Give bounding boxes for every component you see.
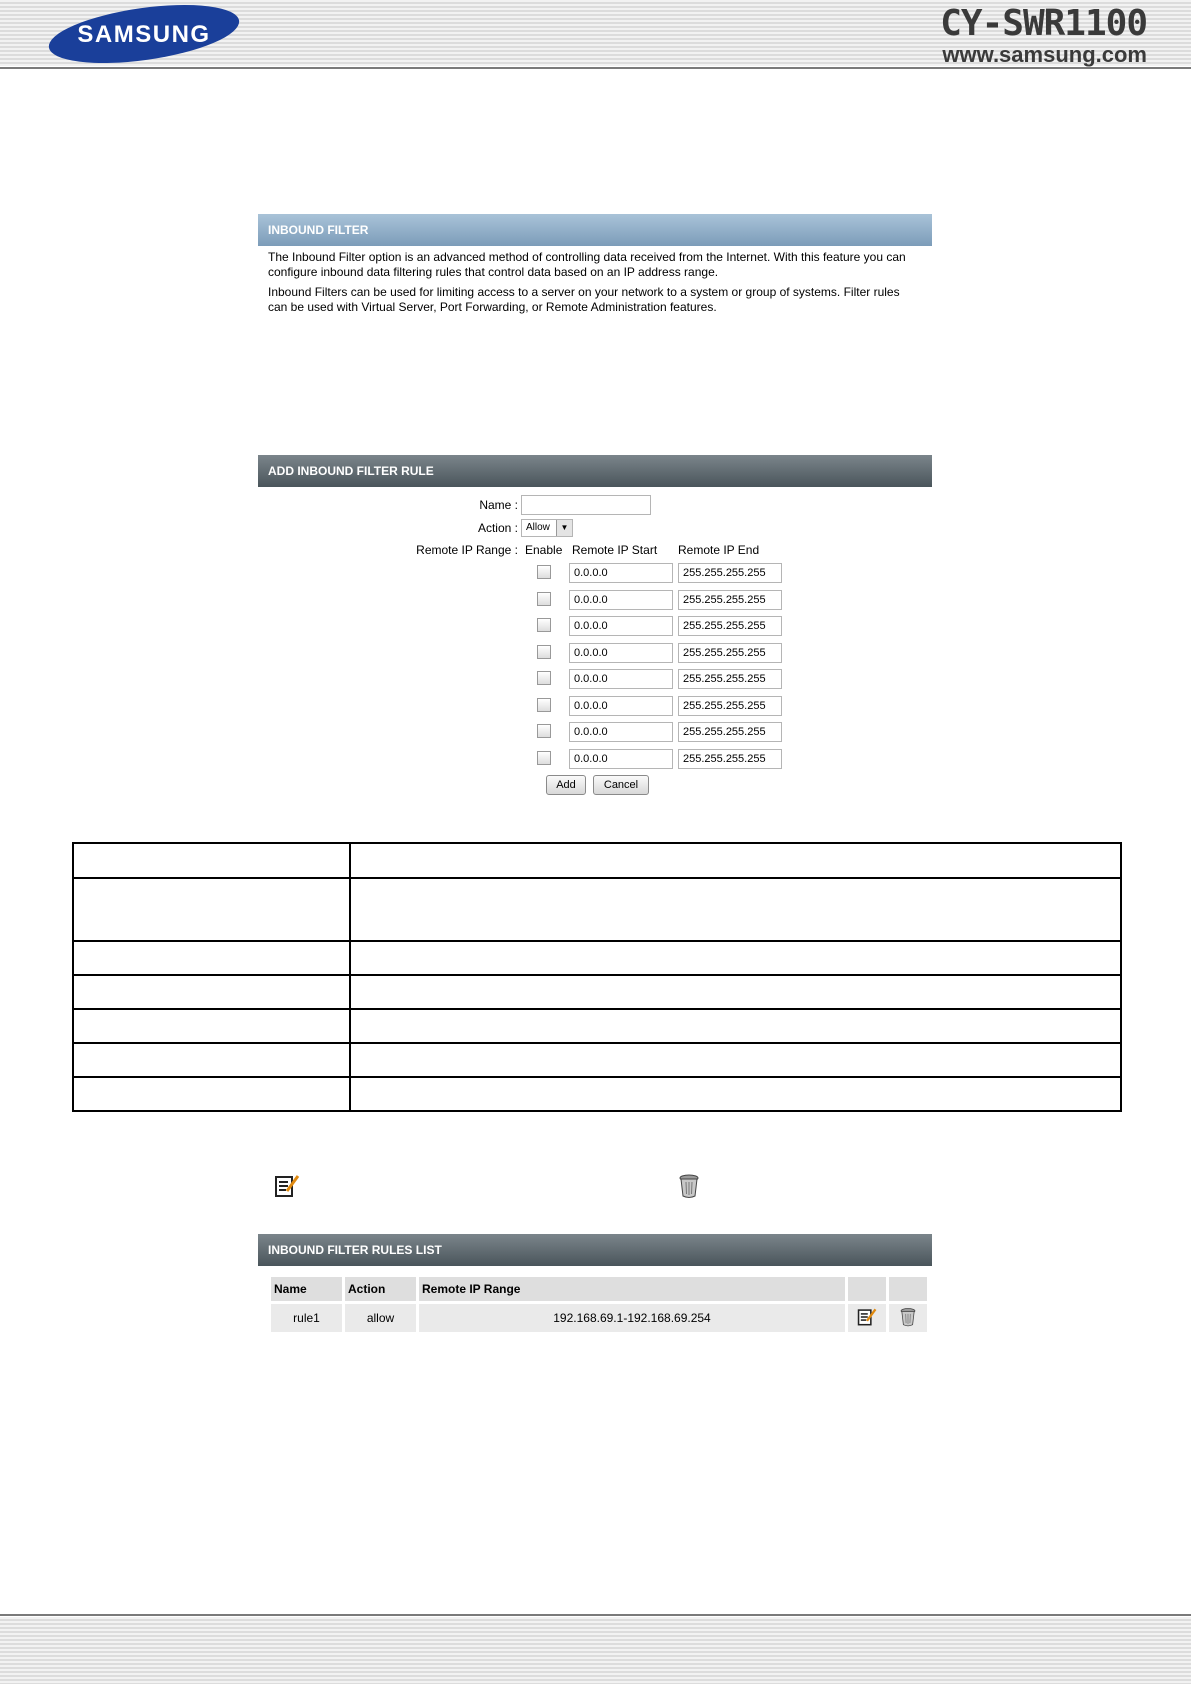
enable-checkbox[interactable] — [537, 592, 551, 606]
website-url: www.samsung.com — [942, 42, 1147, 67]
ip-start-column-header: Remote IP Start — [572, 543, 658, 557]
remote-ip-end-input[interactable]: 255.255.255.255 — [678, 669, 782, 689]
enable-checkbox[interactable] — [537, 724, 551, 738]
edit-icon — [274, 1173, 300, 1199]
column-header-remote-ip-range: Remote IP Range — [419, 1277, 845, 1301]
edit-rule-button[interactable] — [848, 1304, 886, 1332]
rules-list-title: INBOUND FILTER RULES LIST — [258, 1234, 932, 1266]
table-cell — [73, 1009, 350, 1043]
remote-ip-range-label: Remote IP Range : — [416, 543, 518, 557]
table-cell — [350, 878, 1121, 941]
table-cell — [350, 975, 1121, 1009]
inbound-filter-panel — [258, 214, 932, 324]
column-header-delete — [889, 1277, 927, 1301]
rules-list-panel — [258, 1234, 932, 1325]
header-divider — [0, 67, 1191, 69]
enable-checkbox[interactable] — [537, 645, 551, 659]
table-row — [73, 975, 1121, 1009]
table-cell — [73, 941, 350, 975]
table-cell — [73, 843, 350, 878]
ip-end-column-header: Remote IP End — [678, 543, 760, 557]
enable-checkbox[interactable] — [537, 565, 551, 579]
table-cell — [73, 878, 350, 941]
chevron-down-icon: ▼ — [556, 520, 572, 536]
delete-rule-button[interactable] — [889, 1304, 927, 1332]
remote-ip-start-input[interactable]: 0.0.0.0 — [569, 749, 673, 769]
enable-checkbox[interactable] — [537, 751, 551, 765]
table-row — [73, 843, 1121, 878]
remote-ip-end-input[interactable]: 255.255.255.255 — [678, 722, 782, 742]
remote-ip-end-input[interactable]: 255.255.255.255 — [678, 616, 782, 636]
table-cell — [73, 975, 350, 1009]
table-row — [73, 1077, 1121, 1111]
remote-ip-start-input[interactable]: 0.0.0.0 — [569, 616, 673, 636]
remote-ip-end-input[interactable]: 255.255.255.255 — [678, 563, 782, 583]
table-cell — [73, 1077, 350, 1111]
remote-ip-start-input[interactable]: 0.0.0.0 — [569, 563, 673, 583]
inbound-filter-title: INBOUND FILTER — [258, 214, 932, 246]
table-cell — [350, 1009, 1121, 1043]
table-row — [73, 878, 1121, 941]
add-button[interactable]: Add — [546, 775, 586, 795]
remote-ip-start-input[interactable]: 0.0.0.0 — [569, 722, 673, 742]
trash-icon — [898, 1306, 918, 1328]
table-cell — [350, 1077, 1121, 1111]
remote-ip-end-input[interactable]: 255.255.255.255 — [678, 749, 782, 769]
rule-name: rule1 — [271, 1304, 342, 1332]
remote-ip-end-input[interactable]: 255.255.255.255 — [678, 643, 782, 663]
table-cell — [350, 843, 1121, 878]
description-table — [72, 842, 1122, 1112]
table-cell — [73, 1043, 350, 1077]
table-row — [73, 941, 1121, 975]
table-row — [73, 1043, 1121, 1077]
inbound-filter-description — [258, 246, 932, 324]
column-header-name: Name — [271, 1277, 342, 1301]
page-footer — [0, 1617, 1191, 1684]
cancel-button[interactable]: Cancel — [593, 775, 649, 795]
remote-ip-start-input[interactable]: 0.0.0.0 — [569, 643, 673, 663]
footer-divider — [0, 1614, 1191, 1616]
rule-action: allow — [345, 1304, 416, 1332]
column-header-edit — [848, 1277, 886, 1301]
table-header-row — [271, 1277, 927, 1301]
rule-range: 192.168.69.1-192.168.69.254 — [419, 1304, 845, 1332]
trash-icon — [676, 1172, 702, 1200]
enable-checkbox[interactable] — [537, 698, 551, 712]
description-paragraph-1: The Inbound Filter option is an advanced method of controlling data received from the Internet. With this feature you can configure inbound data filtering rules that control data based on an IP address range. — [268, 250, 906, 279]
enable-checkbox[interactable] — [537, 671, 551, 685]
column-header-action: Action — [345, 1277, 416, 1301]
description-paragraph-2: Inbound Filters can be used for limiting access to a server on your network to a system or group of systems. Filter rules can be used with Virtual Server, Port Forwarding, or Remote Administration features. — [268, 285, 900, 314]
name-input[interactable] — [521, 495, 651, 515]
table-cell — [350, 1043, 1121, 1077]
action-select[interactable] — [521, 519, 573, 537]
remote-ip-end-input[interactable]: 255.255.255.255 — [678, 696, 782, 716]
enable-checkbox[interactable] — [537, 618, 551, 632]
edit-icon — [857, 1307, 877, 1327]
name-label: Name : — [479, 498, 518, 512]
remote-ip-start-input[interactable]: 0.0.0.0 — [569, 696, 673, 716]
table-row — [73, 1009, 1121, 1043]
enable-column-header: Enable — [525, 543, 563, 557]
model-block — [940, 4, 1147, 66]
add-rule-title: ADD INBOUND FILTER RULE — [258, 455, 932, 487]
remote-ip-start-input[interactable]: 0.0.0.0 — [569, 590, 673, 610]
action-selected-value: Allow — [526, 522, 550, 533]
rules-table — [268, 1274, 930, 1335]
remote-ip-start-input[interactable]: 0.0.0.0 — [569, 669, 673, 689]
action-label: Action : — [477, 521, 518, 535]
samsung-logo — [44, 3, 244, 65]
remote-ip-end-input[interactable]: 255.255.255.255 — [678, 590, 782, 610]
add-rule-panel — [258, 455, 932, 800]
brand-text: SAMSUNG — [77, 21, 211, 48]
table-cell — [350, 941, 1121, 975]
table-row — [271, 1304, 927, 1332]
model-number: CY-SWR1100 — [940, 3, 1147, 44]
